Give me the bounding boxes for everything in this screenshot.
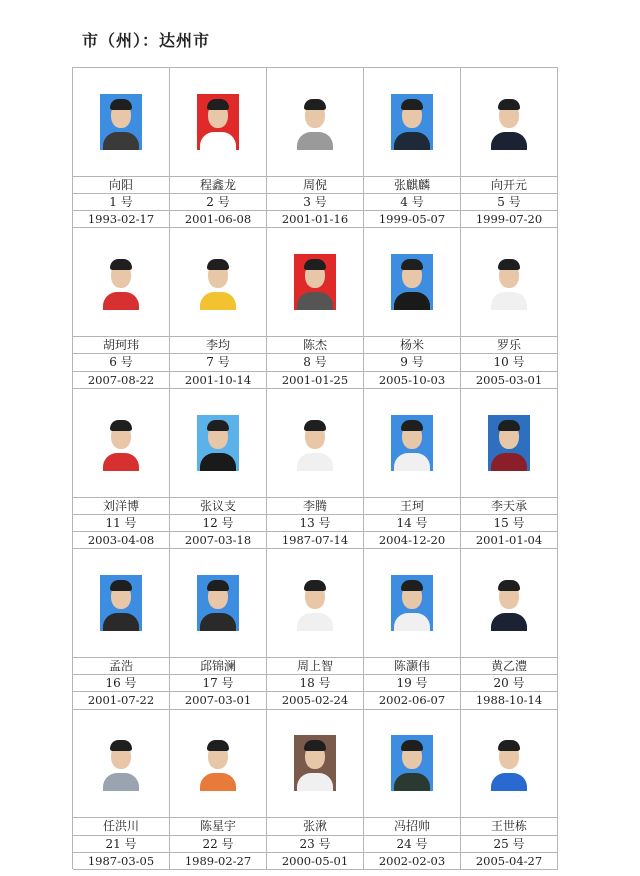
photo-shirt bbox=[200, 453, 236, 471]
player-row bbox=[73, 710, 558, 870]
player-photo bbox=[294, 415, 336, 471]
player-birthdate: 2001-07-22 bbox=[73, 691, 169, 708]
player-number: 9 号 bbox=[364, 353, 460, 370]
player-birthdate: 2001-01-16 bbox=[267, 210, 363, 227]
player-birthdate: 2001-01-25 bbox=[267, 371, 363, 388]
player-photo bbox=[391, 735, 433, 791]
photo-cell bbox=[267, 549, 363, 657]
player-birthdate: 2003-04-08 bbox=[73, 531, 169, 548]
player-photo bbox=[100, 415, 142, 471]
player-number: 19 号 bbox=[364, 674, 460, 691]
player-photo bbox=[391, 94, 433, 150]
photo-hair bbox=[498, 740, 520, 751]
photo-shirt bbox=[297, 613, 333, 631]
player-card bbox=[73, 549, 170, 709]
photo-cell bbox=[170, 710, 266, 818]
photo-hair bbox=[498, 420, 520, 431]
player-name: 陈杰 bbox=[267, 336, 363, 353]
player-card bbox=[461, 68, 558, 228]
player-number: 12 号 bbox=[170, 514, 266, 531]
photo-cell bbox=[73, 710, 169, 818]
player-card bbox=[267, 549, 364, 709]
photo-shirt bbox=[103, 613, 139, 631]
photo-hair bbox=[304, 420, 326, 431]
player-name: 周上智 bbox=[267, 657, 363, 674]
photo-cell bbox=[364, 228, 460, 336]
photo-cell bbox=[461, 549, 557, 657]
player-card bbox=[267, 389, 364, 549]
player-number: 1 号 bbox=[73, 193, 169, 210]
player-number: 24 号 bbox=[364, 835, 460, 852]
photo-shirt bbox=[394, 773, 430, 791]
player-card bbox=[170, 228, 267, 388]
photo-shirt bbox=[491, 613, 527, 631]
photo-hair bbox=[110, 259, 132, 270]
player-photo bbox=[100, 254, 142, 310]
player-birthdate: 2002-06-07 bbox=[364, 691, 460, 708]
player-photo bbox=[100, 735, 142, 791]
photo-cell bbox=[170, 228, 266, 336]
player-card bbox=[461, 228, 558, 388]
photo-shirt bbox=[394, 613, 430, 631]
player-number: 5 号 bbox=[461, 193, 557, 210]
player-photo bbox=[488, 575, 530, 631]
player-birthdate: 2005-02-24 bbox=[267, 691, 363, 708]
player-photo bbox=[488, 254, 530, 310]
player-photo bbox=[294, 735, 336, 791]
photo-shirt bbox=[491, 453, 527, 471]
photo-hair bbox=[207, 420, 229, 431]
photo-cell bbox=[461, 710, 557, 818]
player-number: 15 号 bbox=[461, 514, 557, 531]
photo-hair bbox=[401, 420, 423, 431]
player-photo bbox=[294, 94, 336, 150]
player-card bbox=[461, 389, 558, 549]
photo-hair bbox=[207, 740, 229, 751]
player-number: 3 号 bbox=[267, 193, 363, 210]
photo-hair bbox=[110, 740, 132, 751]
player-name: 周倪 bbox=[267, 176, 363, 193]
player-birthdate: 1987-03-05 bbox=[73, 852, 169, 869]
photo-hair bbox=[207, 99, 229, 110]
photo-shirt bbox=[297, 453, 333, 471]
player-name: 陈星宇 bbox=[170, 817, 266, 834]
player-card bbox=[73, 710, 170, 870]
player-photo bbox=[391, 415, 433, 471]
player-birthdate: 1989-02-27 bbox=[170, 852, 266, 869]
player-name: 王珂 bbox=[364, 497, 460, 514]
player-name: 刘洋博 bbox=[73, 497, 169, 514]
player-name: 罗乐 bbox=[461, 336, 557, 353]
photo-cell bbox=[73, 549, 169, 657]
player-birthdate: 2007-08-22 bbox=[73, 371, 169, 388]
player-card bbox=[364, 228, 461, 388]
player-photo bbox=[197, 735, 239, 791]
photo-cell bbox=[364, 68, 460, 176]
player-birthdate: 2001-01-04 bbox=[461, 531, 557, 548]
photo-shirt bbox=[394, 292, 430, 310]
player-name: 向阳 bbox=[73, 176, 169, 193]
player-name: 李天承 bbox=[461, 497, 557, 514]
photo-cell bbox=[73, 389, 169, 497]
player-birthdate: 1987-07-14 bbox=[267, 531, 363, 548]
player-row bbox=[73, 228, 558, 388]
photo-shirt bbox=[394, 453, 430, 471]
photo-cell bbox=[73, 68, 169, 176]
player-name: 张麒麟 bbox=[364, 176, 460, 193]
player-name: 杨米 bbox=[364, 336, 460, 353]
player-name: 任洪川 bbox=[73, 817, 169, 834]
player-card bbox=[267, 228, 364, 388]
photo-shirt bbox=[103, 773, 139, 791]
photo-shirt bbox=[491, 292, 527, 310]
player-number: 25 号 bbox=[461, 835, 557, 852]
photo-hair bbox=[304, 259, 326, 270]
photo-hair bbox=[207, 580, 229, 591]
player-number: 18 号 bbox=[267, 674, 363, 691]
player-name: 黄乙澧 bbox=[461, 657, 557, 674]
player-name: 张湫 bbox=[267, 817, 363, 834]
player-name: 孟浩 bbox=[73, 657, 169, 674]
player-number: 13 号 bbox=[267, 514, 363, 531]
player-number: 22 号 bbox=[170, 835, 266, 852]
player-card bbox=[364, 710, 461, 870]
player-birthdate: 2000-05-01 bbox=[267, 852, 363, 869]
player-birthdate: 1999-07-20 bbox=[461, 210, 557, 227]
player-number: 10 号 bbox=[461, 353, 557, 370]
player-number: 4 号 bbox=[364, 193, 460, 210]
photo-shirt bbox=[297, 292, 333, 310]
player-birthdate: 2004-12-20 bbox=[364, 531, 460, 548]
player-birthdate: 2005-10-03 bbox=[364, 371, 460, 388]
photo-hair bbox=[498, 580, 520, 591]
photo-hair bbox=[401, 259, 423, 270]
player-name: 胡珂玮 bbox=[73, 336, 169, 353]
photo-hair bbox=[401, 740, 423, 751]
player-card bbox=[170, 710, 267, 870]
player-photo bbox=[100, 575, 142, 631]
photo-cell bbox=[73, 228, 169, 336]
player-birthdate: 1993-02-17 bbox=[73, 210, 169, 227]
photo-hair bbox=[304, 580, 326, 591]
photo-cell bbox=[364, 389, 460, 497]
player-photo bbox=[197, 415, 239, 471]
player-photo bbox=[488, 735, 530, 791]
player-photo bbox=[391, 575, 433, 631]
player-card bbox=[461, 710, 558, 870]
player-card bbox=[73, 68, 170, 228]
player-number: 11 号 bbox=[73, 514, 169, 531]
player-card bbox=[364, 549, 461, 709]
player-card bbox=[170, 389, 267, 549]
player-birthdate: 2002-02-03 bbox=[364, 852, 460, 869]
player-birthdate: 2005-03-01 bbox=[461, 371, 557, 388]
photo-hair bbox=[110, 99, 132, 110]
player-name: 陈灏伟 bbox=[364, 657, 460, 674]
player-birthdate: 2001-10-14 bbox=[170, 371, 266, 388]
photo-hair bbox=[110, 580, 132, 591]
photo-hair bbox=[401, 580, 423, 591]
player-name: 邱锦澜 bbox=[170, 657, 266, 674]
player-number: 14 号 bbox=[364, 514, 460, 531]
player-photo bbox=[197, 94, 239, 150]
player-card bbox=[73, 228, 170, 388]
photo-cell bbox=[461, 228, 557, 336]
photo-cell bbox=[364, 549, 460, 657]
player-name: 张议支 bbox=[170, 497, 266, 514]
photo-shirt bbox=[297, 773, 333, 791]
player-number: 6 号 bbox=[73, 353, 169, 370]
photo-hair bbox=[110, 420, 132, 431]
photo-shirt bbox=[200, 773, 236, 791]
photo-cell bbox=[170, 389, 266, 497]
player-grid bbox=[72, 67, 558, 869]
photo-shirt bbox=[394, 132, 430, 150]
player-name: 向开元 bbox=[461, 176, 557, 193]
player-photo bbox=[100, 94, 142, 150]
photo-shirt bbox=[200, 132, 236, 150]
photo-cell bbox=[364, 710, 460, 818]
player-photo bbox=[488, 94, 530, 150]
player-photo bbox=[197, 254, 239, 310]
photo-cell bbox=[267, 710, 363, 818]
player-photo bbox=[294, 575, 336, 631]
photo-hair bbox=[304, 99, 326, 110]
player-card bbox=[267, 68, 364, 228]
player-name: 王世栋 bbox=[461, 817, 557, 834]
player-number: 21 号 bbox=[73, 835, 169, 852]
photo-shirt bbox=[103, 132, 139, 150]
player-row bbox=[73, 389, 558, 549]
player-birthdate: 1999-05-07 bbox=[364, 210, 460, 227]
photo-shirt bbox=[200, 613, 236, 631]
photo-hair bbox=[498, 99, 520, 110]
player-name: 程鑫龙 bbox=[170, 176, 266, 193]
page-title: 市（州）：达州市 bbox=[82, 31, 211, 50]
player-number: 23 号 bbox=[267, 835, 363, 852]
player-birthdate: 2007-03-18 bbox=[170, 531, 266, 548]
player-birthdate: 2001-06-08 bbox=[170, 210, 266, 227]
player-number: 7 号 bbox=[170, 353, 266, 370]
photo-shirt bbox=[200, 292, 236, 310]
player-number: 2 号 bbox=[170, 193, 266, 210]
photo-hair bbox=[304, 740, 326, 751]
player-row bbox=[73, 549, 558, 709]
player-photo bbox=[391, 254, 433, 310]
player-photo bbox=[294, 254, 336, 310]
photo-hair bbox=[207, 259, 229, 270]
player-number: 17 号 bbox=[170, 674, 266, 691]
player-name: 冯招帅 bbox=[364, 817, 460, 834]
photo-cell bbox=[461, 68, 557, 176]
photo-cell bbox=[170, 549, 266, 657]
player-number: 20 号 bbox=[461, 674, 557, 691]
player-name: 李腾 bbox=[267, 497, 363, 514]
player-photo bbox=[197, 575, 239, 631]
photo-shirt bbox=[103, 292, 139, 310]
player-card bbox=[364, 68, 461, 228]
photo-cell bbox=[267, 228, 363, 336]
photo-cell bbox=[461, 389, 557, 497]
player-card bbox=[267, 710, 364, 870]
player-birthdate: 2005-04-27 bbox=[461, 852, 557, 869]
photo-shirt bbox=[103, 453, 139, 471]
player-name: 李均 bbox=[170, 336, 266, 353]
player-card bbox=[364, 389, 461, 549]
player-card bbox=[170, 549, 267, 709]
photo-shirt bbox=[491, 773, 527, 791]
player-number: 8 号 bbox=[267, 353, 363, 370]
player-row bbox=[73, 68, 558, 228]
player-card bbox=[170, 68, 267, 228]
photo-shirt bbox=[297, 132, 333, 150]
player-number: 16 号 bbox=[73, 674, 169, 691]
player-card bbox=[73, 389, 170, 549]
player-card bbox=[461, 549, 558, 709]
player-birthdate: 2007-03-01 bbox=[170, 691, 266, 708]
photo-shirt bbox=[491, 132, 527, 150]
photo-hair bbox=[498, 259, 520, 270]
photo-hair bbox=[401, 99, 423, 110]
player-birthdate: 1988-10-14 bbox=[461, 691, 557, 708]
photo-cell bbox=[267, 389, 363, 497]
player-photo bbox=[488, 415, 530, 471]
photo-cell bbox=[267, 68, 363, 176]
photo-cell bbox=[170, 68, 266, 176]
